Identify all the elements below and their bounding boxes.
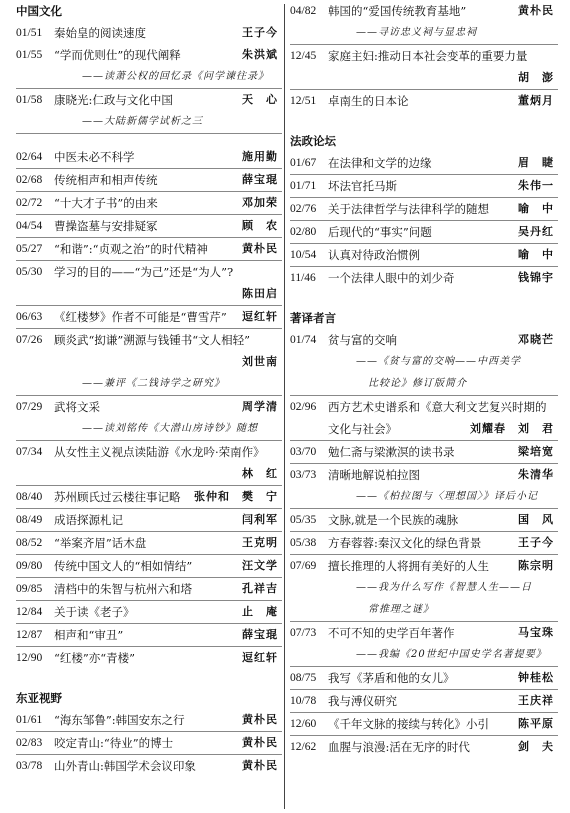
issue-code: 10/78: [290, 695, 317, 707]
entry-title: 关于法律哲学与法律科学的随想: [328, 202, 489, 216]
entry-title: 家庭主妇:推动日本社会变革的重要力量: [328, 49, 528, 63]
issue-code: 04/54: [16, 220, 43, 232]
entry-subtitle-row: [290, 22, 558, 45]
issue-code: 08/75: [290, 672, 317, 684]
entry-author: 薛宝琨: [242, 173, 278, 186]
toc-entry[interactable]: [16, 329, 282, 351]
toc-entry[interactable]: [16, 215, 282, 238]
entry-title: 血腥与浪漫:活在无序的时代: [328, 740, 470, 754]
entry-subtitle-row: [290, 486, 558, 509]
toc-entry[interactable]: [290, 396, 558, 418]
issue-code: 01/71: [290, 180, 317, 192]
entry-subtitle: ——大陆新儒学试析之三: [82, 116, 203, 127]
entry-author: 陈平原: [518, 717, 554, 730]
toc-entry[interactable]: [16, 578, 282, 601]
issue-code: 03/78: [16, 760, 43, 772]
toc-entry[interactable]: [290, 690, 558, 713]
issue-code: 05/30: [16, 266, 43, 278]
entry-author: 顾 农: [242, 219, 278, 232]
entry-subtitle: ——我编《20世纪中国史学名著提要》: [356, 649, 547, 660]
entry-title: 后现代的“事实”问题: [328, 225, 432, 239]
toc-entry[interactable]: [290, 532, 558, 555]
entry-author: 黄朴民: [242, 242, 278, 255]
entry-subtitle: ——兼评《二钱诗学之研究》: [82, 378, 225, 389]
entry-title: 秦始皇的阅读速度: [54, 26, 146, 40]
entry-title: 一个法律人眼中的刘少奇: [328, 271, 455, 285]
issue-code: 09/80: [16, 560, 43, 572]
entry-title: 清晰地解说柏拉图: [328, 468, 420, 482]
issue-code: 05/38: [290, 537, 317, 549]
entry-title: 苏州顾氏过云楼往事记略: [54, 490, 181, 504]
entry-title: 西方艺术史谱系和《意大利文艺复兴时期的: [328, 400, 547, 414]
entry-author: 胡 澎: [518, 71, 554, 84]
entry-title: 康晓光:仁政与文化中国: [54, 93, 173, 107]
entry-title: 方春蓉蓉:秦汉文化的绿色背景: [328, 536, 482, 550]
toc-entry[interactable]: [290, 0, 558, 22]
entry-title: 传统相声和相声传统: [54, 173, 158, 187]
entry-title: 中医未必不科学: [54, 150, 135, 164]
entry-author: 林 红: [242, 467, 278, 480]
issue-code: 11/46: [290, 272, 316, 284]
issue-code: 02/76: [290, 203, 317, 215]
issue-code: 12/62: [290, 741, 317, 753]
left-column: [16, 0, 282, 777]
entry-subtitle: 常推理之谜》: [368, 604, 434, 615]
entry-title: 坏法官托马斯: [328, 179, 397, 193]
issue-code: 05/35: [290, 514, 317, 526]
issue-code: 03/73: [290, 469, 317, 481]
entry-title: 在法律和文学的边缘: [328, 156, 432, 170]
entry-author: 朱洪斌: [242, 48, 278, 61]
toc-entry[interactable]: [16, 396, 282, 418]
right-column: [290, 0, 558, 758]
entry-title: “举案齐眉”话木盘: [54, 536, 147, 550]
entry-author: 王克明: [242, 536, 278, 549]
toc-entry[interactable]: [16, 509, 282, 532]
section-title-author-notes: 著译者言: [290, 311, 336, 325]
toc-entry[interactable]: [16, 306, 282, 329]
entry-title: “和谐”:“贞观之治”的时代精神: [54, 242, 208, 256]
issue-code: 12/90: [16, 652, 43, 664]
toc-entry[interactable]: [290, 152, 558, 175]
issue-code: 07/69: [290, 560, 317, 572]
issue-code: 05/27: [16, 243, 43, 255]
entry-subtitle-row: [290, 644, 558, 667]
entry-subtitle: ——读萧公权的回忆录《问学谏往录》: [82, 71, 269, 82]
entry-author: 刘世南: [242, 355, 278, 368]
toc-entry[interactable]: [290, 221, 558, 244]
toc-entry[interactable]: [16, 44, 282, 66]
toc-entry[interactable]: [16, 192, 282, 215]
entry-author: 国 风: [518, 513, 554, 526]
entry-author: 朱伟一: [518, 179, 554, 192]
issue-code: 07/73: [290, 627, 317, 639]
issue-code: 02/68: [16, 174, 43, 186]
entry-author: 黄朴民: [242, 759, 278, 772]
issue-code: 01/67: [290, 157, 317, 169]
issue-code: 01/55: [16, 49, 43, 61]
entry-title: 相声和“审丑”: [54, 628, 124, 642]
entry-author: 钟桂松: [518, 671, 554, 684]
toc-entry[interactable]: [290, 90, 558, 112]
entry-title: 《红楼梦》作者不可能是“曹雪芹”: [54, 310, 227, 324]
issue-code: 12/84: [16, 606, 43, 618]
entry-author-row: [16, 463, 282, 486]
entry-title: 《千年文脉的接续与转化》小引: [328, 717, 489, 731]
entry-author: 钱锦宇: [518, 271, 554, 284]
toc-entry[interactable]: [16, 755, 282, 777]
entry-subtitle: 比较论》修订版简介: [368, 378, 467, 389]
issue-code: 02/83: [16, 737, 43, 749]
entry-author: 黄朴民: [242, 736, 278, 749]
toc-entry[interactable]: [16, 441, 282, 463]
toc-entry[interactable]: [290, 555, 558, 577]
entry-author: 黄朴民: [242, 713, 278, 726]
issue-code: 04/82: [290, 5, 317, 17]
entry-title: 勉仁斋与梁漱溟的读书录: [328, 445, 455, 459]
entry-title: 从女性主义视点读陆游《水龙吟·荣南作》: [54, 445, 265, 459]
entry-title-continued: [290, 418, 558, 441]
entry-title: 文脉,就是一个民族的魂脉: [328, 513, 459, 527]
issue-code: 08/49: [16, 514, 43, 526]
issue-code: 01/74: [290, 334, 317, 346]
entry-title: 关于读《老子》: [54, 605, 135, 619]
entry-author: 张仲和 樊 宁: [194, 490, 278, 503]
entry-author: 喻 中: [518, 248, 554, 261]
entry-author: 汪文学: [242, 559, 278, 572]
entry-subtitle-row: [290, 351, 558, 373]
entry-subtitle-row: [290, 599, 558, 622]
toc-entry[interactable]: [290, 509, 558, 532]
toc-entry[interactable]: [290, 244, 558, 267]
entry-title: 不可不知的史学百年著作: [328, 626, 455, 640]
issue-code: 12/45: [290, 50, 317, 62]
entry-subtitle: ——寻访忠义祠与显忠祠: [356, 27, 477, 38]
toc-entry[interactable]: [16, 647, 282, 669]
entry-title: 传统中国文人的“相如情结”: [54, 559, 193, 573]
entry-author: 刘耀春 刘 君: [470, 422, 554, 435]
entry-author: 周学清: [242, 400, 278, 413]
entry-title: 山外青山:韩国学术会议印象: [54, 759, 196, 773]
toc-entry[interactable]: [16, 89, 282, 111]
toc-entry[interactable]: [16, 624, 282, 647]
entry-title: “海东邹鲁”:韩国安东之行: [54, 713, 185, 727]
entry-subtitle: ——我为什么写作《智慧人生——日: [356, 582, 532, 593]
entry-author: 王子今: [518, 536, 554, 549]
entry-subtitle-row: [290, 577, 558, 599]
toc-entry[interactable]: [16, 532, 282, 555]
entry-author: 薛宝琨: [242, 628, 278, 641]
entry-subtitle: ——读刘铭传《大潜山房诗钞》随想: [82, 423, 258, 434]
issue-code: 01/58: [16, 94, 43, 106]
toc-entry[interactable]: [290, 267, 558, 289]
entry-title: 贫与富的交响: [328, 333, 397, 347]
entry-title: 成语探源札记: [54, 513, 123, 527]
entry-author-row: [16, 283, 282, 306]
entry-author: 邓加荣: [242, 196, 278, 209]
entry-title: 清档中的朱智与杭州六和塔: [54, 582, 192, 596]
entry-subtitle-row: [16, 373, 282, 396]
issue-code: 02/72: [16, 197, 43, 209]
issue-code: 02/64: [16, 151, 43, 163]
issue-code: 12/60: [290, 718, 317, 730]
toc-entry[interactable]: [16, 261, 282, 283]
issue-code: 08/52: [16, 537, 43, 549]
entry-subtitle: ——《贫与富的交响——中西美学: [356, 356, 521, 367]
entry-title: 学习的目的——“为己”还是“为人”?: [54, 265, 234, 279]
toc-entry[interactable]: [16, 601, 282, 624]
entry-title: “十大才子书”的由来: [54, 196, 158, 210]
toc-entry[interactable]: [16, 486, 282, 509]
toc-entry[interactable]: [16, 146, 282, 169]
entry-author: 王子今: [242, 26, 278, 39]
toc-entry[interactable]: [290, 45, 558, 67]
entry-author: 邓晓芒: [518, 333, 554, 346]
entry-title: 认真对待政治惯例: [328, 248, 420, 262]
entry-title: 曹操盗墓与安排疑冢: [54, 219, 158, 233]
toc-entry[interactable]: [290, 713, 558, 736]
issue-code: 07/26: [16, 334, 43, 346]
entry-author-row: [290, 67, 558, 90]
toc-entry[interactable]: [16, 709, 282, 732]
issue-code: 10/54: [290, 249, 317, 261]
toc-entry[interactable]: [16, 555, 282, 578]
section-title-east-asia: 东亚视野: [16, 691, 62, 705]
issue-code: 06/63: [16, 311, 43, 323]
toc-entry[interactable]: [16, 22, 282, 44]
toc-entry[interactable]: [290, 464, 558, 486]
entry-author: 孔祥吉: [242, 582, 278, 595]
entry-author: 逗红轩: [242, 310, 278, 323]
section-title-chinese-culture: 中国文化: [16, 4, 62, 18]
issue-code: 08/40: [16, 491, 43, 503]
toc-entry[interactable]: [290, 175, 558, 198]
entry-author: 董炳月: [518, 94, 554, 107]
entry-title: 我写《茅盾和他的女儿》: [328, 671, 455, 685]
entry-subtitle: ——《柏拉图与〈理想国〉》译后小记: [356, 491, 538, 502]
toc-entry[interactable]: [290, 736, 558, 758]
entry-title: 咬定青山:“待业”的博士: [54, 736, 174, 750]
entry-title: 韩国的“爱国传统教育基地”: [328, 4, 467, 18]
entry-subtitle-row: [16, 418, 282, 441]
entry-author: 王庆祥: [518, 694, 554, 707]
toc-entry[interactable]: [16, 732, 282, 755]
entry-author: 陈宗明: [518, 559, 554, 572]
entry-author: 天 心: [242, 93, 278, 106]
entry-author-row: [16, 351, 282, 373]
entry-author: 眉 睫: [518, 156, 554, 169]
toc-entry[interactable]: [290, 441, 558, 464]
entry-title: “红楼”亦“青楼”: [54, 651, 136, 665]
entry-author: 黄朴民: [518, 4, 554, 17]
entry-title: 武将文采: [54, 400, 100, 414]
toc-entry[interactable]: [290, 622, 558, 644]
entry-author: 闫利军: [242, 513, 278, 526]
issue-code: 01/51: [16, 27, 43, 39]
entry-author: 马宝珠: [518, 626, 554, 639]
entry-title: 顾炎武“抝谦”溯源与钱锺书“文人相轻”: [54, 333, 251, 347]
issue-code: 03/70: [290, 446, 317, 458]
toc-entry[interactable]: [16, 169, 282, 192]
entry-subtitle-row: [16, 66, 282, 89]
column-divider: [284, 4, 285, 809]
entry-author: 朱清华: [518, 468, 554, 481]
section-title-law-politics: 法政论坛: [290, 134, 336, 148]
entry-author: 喻 中: [518, 202, 554, 215]
entry-author: 止 庵: [242, 605, 278, 618]
entry-author: 梁培宽: [518, 445, 554, 458]
entry-subtitle-row: [290, 373, 558, 396]
issue-code: 07/29: [16, 401, 43, 413]
issue-code: 09/85: [16, 583, 43, 595]
entry-author: 陈田启: [242, 287, 278, 300]
issue-code: 01/61: [16, 714, 43, 726]
entry-subtitle-row: [16, 111, 282, 134]
entry-title: 我与溥仪研究: [328, 694, 397, 708]
entry-title: 擅长推理的人将拥有美好的人生: [328, 559, 489, 573]
issue-code: 02/96: [290, 401, 317, 413]
entry-author: 施用勤: [242, 150, 278, 163]
toc-entry[interactable]: [290, 198, 558, 221]
toc-entry[interactable]: [16, 238, 282, 261]
entry-title: “学而优则仕”的现代阐释: [54, 48, 181, 62]
entry-title: 卓南生的日本论: [328, 94, 409, 108]
toc-entry[interactable]: [290, 667, 558, 690]
entry-author: 吴丹红: [518, 225, 554, 238]
issue-code: 02/80: [290, 226, 317, 238]
issue-code: 12/51: [290, 95, 317, 107]
issue-code: 12/87: [16, 629, 43, 641]
toc-entry[interactable]: [290, 329, 558, 351]
entry-title-line2: 文化与社会》: [328, 422, 397, 436]
issue-code: 07/34: [16, 446, 43, 458]
entry-author: 剑 夫: [518, 740, 554, 753]
entry-author: 逗红轩: [242, 651, 278, 664]
